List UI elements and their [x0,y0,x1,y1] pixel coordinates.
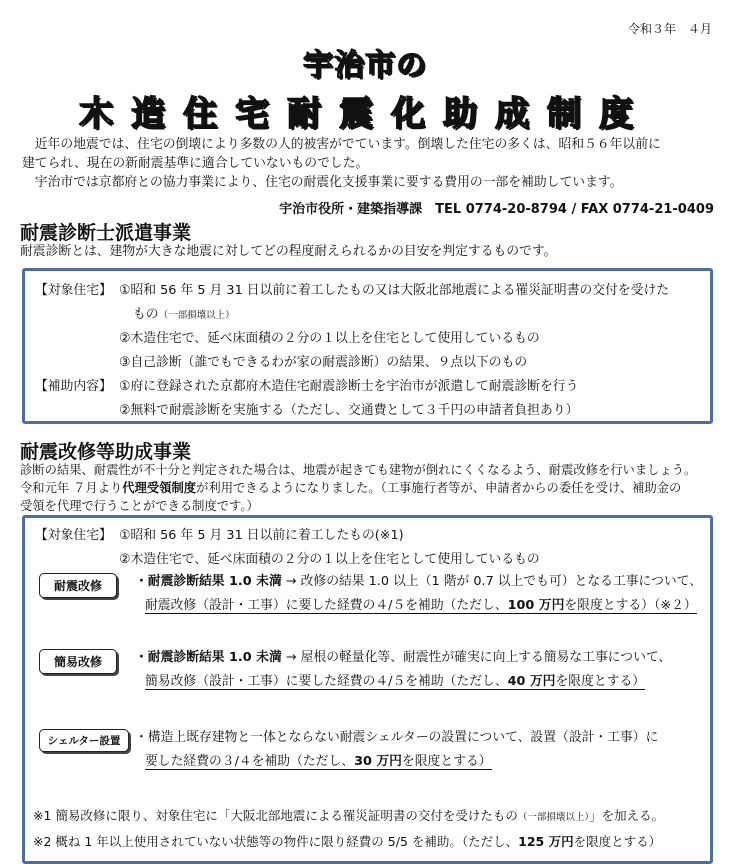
section2-heading: 耐震改修等助成事業 [20,441,192,463]
target-label-1: 【対象住宅】 [35,283,112,298]
kani-tag: 簡易改修 [39,649,117,674]
target-label-2: 【対象住宅】 [35,528,112,543]
intro-text [22,135,714,192]
s1-aid-2: ②無料で耐震診断を実施する（ただし、交通費として３千円の申請者負担あり） [119,403,579,418]
section1-box [22,268,713,424]
intro-p1-line2: 建てられ、現在の新耐震基準に適合していないものでした。 [22,156,369,171]
section1-desc: 耐震診断とは、建物が大きな地震に対してどの程度耐えられるかの目安を判定するものです。 [20,244,557,259]
section2-desc [20,461,716,515]
intro-p1-line1: 近年の地震では、住宅の倒壊により多数の人的被害がでています。倒壊した住宅の多くは、昭和５６年以前に [34,137,661,152]
section1-heading: 耐震診断士派遣事業 [20,222,192,244]
s1-target-3: ③自己診断（誰でもできるわが家の耐震診断）の結果、９点以下のもの [119,355,528,370]
kani-desc: ・耐震診断結果 1.0 未満 → 屋根の軽量化等、耐震性が確実に向上する簡易な工事について、 簡易改修（設計・工事）に要した経費の４/５を補助（ただし、40 万円を限度とする） [135,650,672,689]
section2-box [22,515,713,864]
note-1: ※1 簡易改修に限り、対象住宅に「大阪北部地震による罹災証明書の交付を受けたもの（一部損壊以上）」を加える。 [33,808,665,823]
page-title-line2: 木造住宅耐震化助成制度 [79,94,651,134]
note-2: ※2 概ね 1 年以上使用されていない状態等の物件に限り経費の 5/5 を補助。（ただし、125 万円を限度とする） [33,834,662,849]
kaishu-tag: 耐震改修 [39,573,117,598]
kaishu-desc: ・耐震診断結果 1.0 未満 → 改修の結果 1.0 以上（1 階が 0.7 以上でも可）となる工事について、 耐震改修（設計・工事）に要した経費の４/５を補助（ただし、100 万円を限度とする）（※２） [135,574,703,613]
intro-p2: 宇治市では京都府との協力事業により、住宅の耐震化支援事業に要する費用の一部を補助しています。 [34,175,623,190]
s1-target-2: ②木造住宅で、延べ床面積の２分の１以上を住宅として使用しているもの [119,331,540,346]
page-title-line1: 宇治市の [303,48,427,83]
shelter-desc: ・構造上既存建物と一体とならない耐震シェルターの設置について、設置（設計・工事）に 要した経費の３/４を補助（ただし、30 万円を限度とする） [135,730,659,769]
s2-target-2: ②木造住宅で、延べ床面積の２分の１以上を住宅として使用しているもの [119,552,540,567]
s1-aid-1: ①府に登録された京都府木造住宅耐震診断士を宇治市が派遣して耐震診断を行う [119,379,579,394]
s1-target-1a: ①昭和 56 年 5 月 31 日以前に着工したもの又は大阪北部地震による罹災証明書の交付を受けた [119,283,670,298]
contact-info: 宇治市役所・建築指導課 TEL 0774-20-8794 / FAX 0774-21-0409 [279,202,714,217]
s2-target-1: ①昭和 56 年 5 月 31 日以前に着工したもの(※1) [119,528,404,543]
s2-desc-line1: 診断の結果、耐震性が不十分と判定された場合は、地震が起きても建物が倒れにくくなるよう、耐震改修を行いましょう。 [20,463,697,477]
s2-desc-line3: 受領を代理で行うことができる制度です。） [20,499,259,513]
issue-date: 令和３年 ４月 [627,22,712,36]
s1-target-1b: もの（一部損壊以上） [133,307,235,322]
shelter-tag: シェルター設置 [39,729,129,752]
aid-label: 【補助内容】 [35,379,112,394]
s2-desc-line2: 令和元年 ７月より代理受領制度が利用できるようになりました。（工事施行者等が、申請者からの委任を受け、補助金の [20,481,682,495]
